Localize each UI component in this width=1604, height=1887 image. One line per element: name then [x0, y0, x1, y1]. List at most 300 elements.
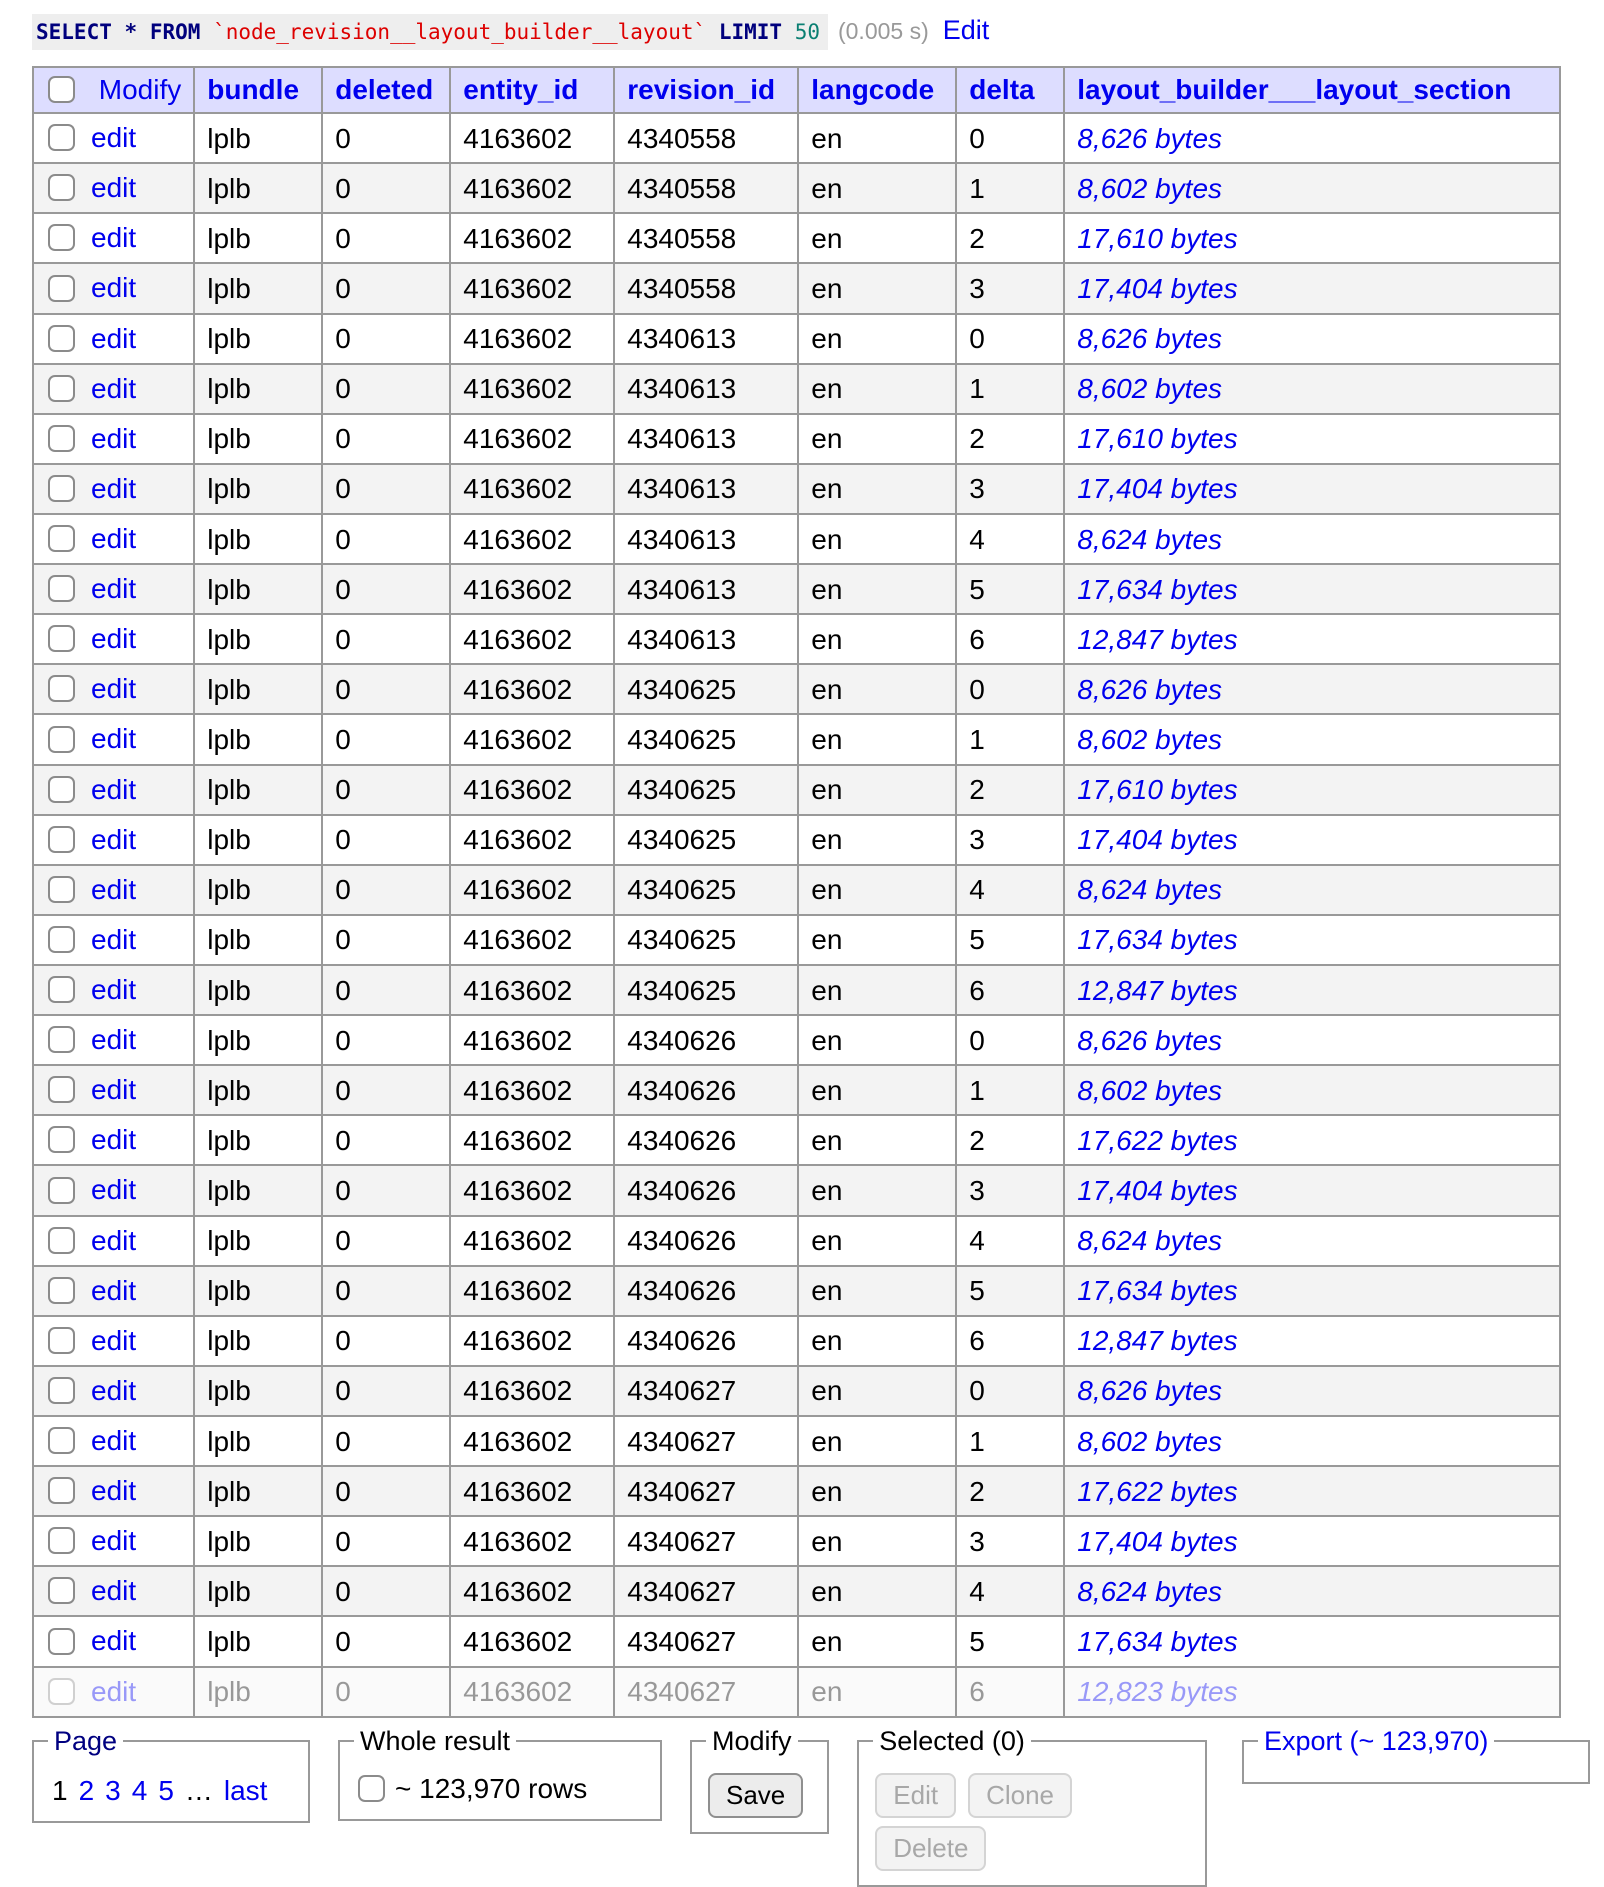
page-legend [48, 1726, 123, 1757]
column-sort-link-revision_id[interactable]: revision_id [627, 74, 776, 106]
row-checkbox[interactable] [48, 1277, 75, 1304]
row-edit-link[interactable]: edit [91, 773, 137, 805]
cell-revision_id: 4340625 [614, 714, 798, 764]
cell-revision_id: 4340613 [614, 464, 798, 514]
cell-revision_id: 4340627 [614, 1466, 798, 1516]
sql-query [32, 14, 828, 50]
blob-size-link[interactable]: 17,404 bytes [1077, 1174, 1238, 1206]
cell-bundle: lplb [194, 1667, 322, 1717]
row-checkbox[interactable] [48, 1026, 75, 1053]
cell-revision_id: 4340613 [614, 564, 798, 614]
row-edit-link[interactable]: edit [91, 723, 137, 755]
modify-cell [33, 1316, 194, 1366]
blob-size-link[interactable]: 8,624 bytes [1077, 874, 1223, 906]
blob-size-link[interactable]: 8,602 bytes [1077, 1074, 1223, 1106]
cell-langcode: en [798, 213, 956, 263]
cell-langcode: en [798, 464, 956, 514]
row-edit-link[interactable]: edit [91, 322, 137, 354]
cell-delta: 1 [956, 364, 1064, 414]
row-checkbox[interactable] [48, 124, 75, 151]
cell-deleted: 0 [322, 1216, 450, 1266]
cell-langcode: en [798, 1416, 956, 1466]
result-table [32, 66, 1561, 1718]
row-edit-link[interactable]: edit [91, 623, 137, 655]
cell-revision_id: 4340613 [614, 414, 798, 464]
cell-entity_id: 4163602 [450, 614, 614, 664]
cell-entity_id: 4163602 [450, 915, 614, 965]
row-edit-link[interactable]: edit [91, 122, 137, 154]
cell-deleted: 0 [322, 765, 450, 815]
cell-langcode: en [798, 1316, 956, 1366]
blob-size-link[interactable]: 17,404 bytes [1077, 1525, 1238, 1557]
row-edit-link[interactable]: edit [91, 1625, 137, 1657]
cell-layout-section [1064, 1015, 1560, 1065]
table-row [33, 865, 1560, 915]
column-sort-link-delta[interactable]: delta [969, 74, 1035, 106]
blob-size-link[interactable]: 12,847 bytes [1077, 974, 1238, 1006]
row-edit-link[interactable]: edit [91, 222, 137, 254]
cell-deleted: 0 [322, 113, 450, 163]
column-sort-link-langcode[interactable]: langcode [811, 74, 935, 106]
column-header-cell [798, 67, 956, 113]
cell-langcode: en [798, 1466, 956, 1516]
cell-bundle: lplb [194, 163, 322, 213]
row-edit-link[interactable]: edit [91, 1074, 137, 1106]
table-row [33, 1466, 1560, 1516]
cell-entity_id: 4163602 [450, 1165, 614, 1215]
cell-langcode: en [798, 1015, 956, 1065]
modify-cell [33, 364, 194, 414]
sql-keyword-select: SELECT [36, 20, 112, 44]
page-current: 1 [52, 1774, 68, 1806]
cell-delta: 0 [956, 664, 1064, 714]
cell-entity_id: 4163602 [450, 263, 614, 313]
cell-layout-section [1064, 1466, 1560, 1516]
blob-size-link[interactable]: 17,634 bytes [1077, 924, 1238, 956]
row-checkbox[interactable] [48, 1126, 75, 1153]
cell-layout-section [1064, 965, 1560, 1015]
row-checkbox[interactable] [48, 475, 75, 502]
whole-result-checkbox[interactable] [358, 1775, 385, 1802]
edit-selected-button[interactable]: Edit [875, 1773, 956, 1818]
row-edit-link[interactable]: edit [91, 522, 137, 554]
cell-bundle: lplb [194, 1466, 322, 1516]
table-row [33, 815, 1560, 865]
row-edit-link[interactable]: edit [91, 1374, 137, 1406]
row-checkbox[interactable] [48, 1527, 75, 1554]
cell-delta: 5 [956, 564, 1064, 614]
blob-size-link[interactable]: 8,624 bytes [1077, 1575, 1223, 1607]
cell-delta: 4 [956, 514, 1064, 564]
row-edit-link[interactable]: edit [91, 172, 137, 204]
cell-langcode: en [798, 314, 956, 364]
cell-delta: 5 [956, 915, 1064, 965]
cell-deleted: 0 [322, 714, 450, 764]
cell-bundle: lplb [194, 364, 322, 414]
cell-delta: 2 [956, 414, 1064, 464]
cell-revision_id: 4340626 [614, 1015, 798, 1065]
cell-deleted: 0 [322, 1616, 450, 1666]
row-edit-link[interactable]: edit [91, 1675, 137, 1707]
cell-layout-section [1064, 1165, 1560, 1215]
cell-bundle: lplb [194, 1165, 322, 1215]
cell-langcode: en [798, 1667, 956, 1717]
table-row [33, 765, 1560, 815]
export-link[interactable]: Export (~ 123,970) [1264, 1725, 1489, 1756]
row-edit-link[interactable]: edit [91, 472, 137, 504]
row-edit-link[interactable]: edit [91, 372, 137, 404]
cell-delta: 5 [956, 1616, 1064, 1666]
row-edit-link[interactable]: edit [91, 1024, 137, 1056]
table-row [33, 714, 1560, 764]
row-edit-link[interactable]: edit [91, 422, 137, 454]
cell-revision_id: 4340627 [614, 1516, 798, 1566]
cell-layout-section [1064, 1316, 1560, 1366]
cell-deleted: 0 [322, 263, 450, 313]
table-row [33, 414, 1560, 464]
clone-selected-button[interactable]: Clone [968, 1773, 1072, 1818]
row-checkbox[interactable] [48, 826, 75, 853]
cell-delta: 1 [956, 714, 1064, 764]
cell-langcode: en [798, 1115, 956, 1165]
blob-size-link[interactable]: 8,602 bytes [1077, 373, 1223, 405]
cell-layout-section [1064, 1416, 1560, 1466]
cell-bundle: lplb [194, 714, 322, 764]
cell-langcode: en [798, 965, 956, 1015]
page-link-5[interactable]: 5 [158, 1774, 174, 1806]
row-checkbox[interactable] [48, 1327, 75, 1354]
cell-deleted: 0 [322, 1115, 450, 1165]
cell-layout-section [1064, 915, 1560, 965]
blob-size-link[interactable]: 12,823 bytes [1077, 1676, 1238, 1708]
column-header-cell [1064, 67, 1560, 113]
page-link-4[interactable]: 4 [131, 1774, 148, 1806]
cell-bundle: lplb [194, 614, 322, 664]
modify-cell [33, 865, 194, 915]
table-row [33, 1015, 1560, 1065]
row-checkbox[interactable] [48, 1227, 75, 1254]
cell-deleted: 0 [322, 915, 450, 965]
modify-cell [33, 263, 194, 313]
cell-deleted: 0 [322, 464, 450, 514]
blob-size-link[interactable]: 8,602 bytes [1077, 1425, 1223, 1457]
row-edit-link[interactable]: edit [91, 823, 137, 855]
cell-langcode: en [798, 163, 956, 213]
cell-revision_id: 4340625 [614, 765, 798, 815]
cell-layout-section [1064, 364, 1560, 414]
table-row [33, 464, 1560, 514]
blob-size-link[interactable]: 17,404 bytes [1077, 473, 1238, 505]
row-edit-link[interactable]: edit [91, 673, 137, 705]
column-sort-link-entity_id[interactable]: entity_id [463, 74, 579, 106]
column-header-cell [322, 67, 450, 113]
delete-selected-button[interactable]: Delete [875, 1826, 986, 1871]
cell-langcode: en [798, 714, 956, 764]
selected-legend: Selected (0) [879, 1725, 1025, 1756]
cell-entity_id: 4163602 [450, 1015, 614, 1065]
page-ellipsis: … [184, 1774, 213, 1806]
cell-revision_id: 4340626 [614, 1266, 798, 1316]
modify-cell [33, 915, 194, 965]
cell-delta: 6 [956, 614, 1064, 664]
blob-size-link[interactable]: 17,404 bytes [1077, 824, 1238, 856]
cell-bundle: lplb [194, 213, 322, 263]
row-checkbox[interactable] [48, 976, 75, 1003]
cell-deleted: 0 [322, 965, 450, 1015]
cell-deleted: 0 [322, 614, 450, 664]
cell-deleted: 0 [322, 564, 450, 614]
cell-delta: 0 [956, 314, 1064, 364]
blob-size-link[interactable]: 8,626 bytes [1077, 323, 1223, 355]
cell-entity_id: 4163602 [450, 1216, 614, 1266]
cell-layout-section [1064, 1667, 1560, 1717]
row-checkbox[interactable] [48, 625, 75, 652]
select-all-checkbox[interactable] [48, 76, 75, 103]
cell-entity_id: 4163602 [450, 965, 614, 1015]
column-sort-link-bundle[interactable]: bundle [207, 74, 300, 106]
cell-bundle: lplb [194, 1566, 322, 1616]
cell-deleted: 0 [322, 1165, 450, 1215]
cell-revision_id: 4340627 [614, 1616, 798, 1666]
page-legend-link[interactable]: Page [54, 1725, 118, 1756]
row-checkbox[interactable] [48, 275, 75, 302]
save-button[interactable]: Save [708, 1773, 803, 1818]
cell-langcode: en [798, 564, 956, 614]
row-checkbox[interactable] [48, 776, 75, 803]
column-sort-link-deleted[interactable]: deleted [335, 74, 434, 106]
cell-revision_id: 4340558 [614, 213, 798, 263]
table-row [33, 1566, 1560, 1616]
cell-bundle: lplb [194, 514, 322, 564]
cell-revision_id: 4340613 [614, 364, 798, 414]
cell-entity_id: 4163602 [450, 464, 614, 514]
cell-delta: 1 [956, 1065, 1064, 1115]
blob-size-link[interactable]: 17,634 bytes [1077, 573, 1238, 605]
cell-delta: 3 [956, 815, 1064, 865]
cell-entity_id: 4163602 [450, 314, 614, 364]
column-header-cell [956, 67, 1064, 113]
blob-size-link[interactable]: 17,404 bytes [1077, 272, 1238, 304]
row-edit-link[interactable]: edit [91, 1525, 137, 1557]
row-checkbox[interactable] [48, 926, 75, 953]
footer-bar [32, 1726, 1590, 1887]
cell-layout-section [1064, 564, 1560, 614]
row-checkbox[interactable] [48, 675, 75, 702]
modify-fieldset [690, 1726, 829, 1834]
cell-layout-section [1064, 815, 1560, 865]
row-edit-link[interactable]: edit [91, 1475, 137, 1507]
blob-size-link[interactable]: 8,626 bytes [1077, 1375, 1223, 1407]
row-checkbox[interactable] [48, 325, 75, 352]
modify-header-cell [33, 67, 194, 113]
row-checkbox[interactable] [48, 1628, 75, 1655]
cell-layout-section [1064, 714, 1560, 764]
modify-cell [33, 514, 194, 564]
blob-size-link[interactable]: 17,610 bytes [1077, 423, 1238, 455]
row-checkbox[interactable] [48, 1427, 75, 1454]
blob-size-link[interactable]: 17,610 bytes [1077, 222, 1238, 254]
cell-entity_id: 4163602 [450, 163, 614, 213]
cell-deleted: 0 [322, 514, 450, 564]
row-edit-link[interactable]: edit [91, 1274, 137, 1306]
cell-layout-section [1064, 1115, 1560, 1165]
cell-revision_id: 4340625 [614, 865, 798, 915]
cell-deleted: 0 [322, 1015, 450, 1065]
blob-size-link[interactable]: 17,622 bytes [1077, 1475, 1238, 1507]
row-edit-link[interactable]: edit [91, 1324, 137, 1356]
cell-delta: 3 [956, 1516, 1064, 1566]
cell-langcode: en [798, 1216, 956, 1266]
page-link-2[interactable]: 2 [78, 1774, 95, 1806]
cell-layout-section [1064, 1516, 1560, 1566]
cell-deleted: 0 [322, 1516, 450, 1566]
table-row [33, 1316, 1560, 1366]
column-sort-link-layout_builder___layout_section[interactable]: layout_builder___layout_section [1077, 74, 1512, 106]
page-link-3[interactable]: 3 [105, 1774, 121, 1806]
cell-bundle: lplb [194, 1366, 322, 1416]
table-row [33, 213, 1560, 263]
row-checkbox[interactable] [48, 1377, 75, 1404]
sql-keyword-limit: LIMIT [718, 20, 783, 44]
modify-cell [33, 1065, 194, 1115]
cell-delta: 0 [956, 113, 1064, 163]
table-row [33, 965, 1560, 1015]
row-checkbox[interactable] [48, 425, 75, 452]
cell-delta: 3 [956, 1165, 1064, 1215]
blob-size-link[interactable]: 17,610 bytes [1077, 774, 1238, 806]
row-edit-link[interactable]: edit [91, 573, 137, 605]
cell-langcode: en [798, 1516, 956, 1566]
row-edit-link[interactable]: edit [91, 973, 137, 1005]
cell-deleted: 0 [322, 314, 450, 364]
table-row [33, 514, 1560, 564]
table-row [33, 1165, 1560, 1215]
sql-keyword-from: FROM [149, 20, 201, 44]
cell-revision_id: 4340625 [614, 815, 798, 865]
cell-langcode: en [798, 815, 956, 865]
cell-delta: 2 [956, 213, 1064, 263]
modify-cell [33, 564, 194, 614]
row-checkbox[interactable] [48, 224, 75, 251]
cell-revision_id: 4340558 [614, 263, 798, 313]
row-checkbox[interactable] [48, 525, 75, 552]
blob-size-link[interactable]: 12,847 bytes [1077, 1325, 1238, 1357]
row-checkbox[interactable] [48, 174, 75, 201]
row-edit-link[interactable]: edit [91, 1124, 137, 1156]
cell-delta: 2 [956, 1115, 1064, 1165]
blob-size-link[interactable]: 8,626 bytes [1077, 1024, 1223, 1056]
result-rows [33, 113, 1560, 1717]
modify-cell [33, 464, 194, 514]
row-checkbox[interactable] [48, 726, 75, 753]
cell-entity_id: 4163602 [450, 414, 614, 464]
row-checkbox[interactable] [48, 876, 75, 903]
row-checkbox[interactable] [48, 375, 75, 402]
row-edit-link[interactable]: edit [91, 1424, 137, 1456]
cell-revision_id: 4340627 [614, 1366, 798, 1416]
cell-deleted: 0 [322, 865, 450, 915]
blob-size-link[interactable]: 17,634 bytes [1077, 1275, 1238, 1307]
cell-deleted: 0 [322, 1316, 450, 1366]
blob-size-link[interactable]: 8,626 bytes [1077, 673, 1223, 705]
modify-cell [33, 163, 194, 213]
blob-size-link[interactable]: 8,626 bytes [1077, 122, 1223, 154]
modify-cell [33, 1115, 194, 1165]
table-row [33, 163, 1560, 213]
cell-layout-section [1064, 614, 1560, 664]
cell-langcode: en [798, 113, 956, 163]
cell-revision_id: 4340613 [614, 314, 798, 364]
row-edit-link[interactable]: edit [91, 1224, 137, 1256]
row-edit-link[interactable]: edit [91, 923, 137, 955]
cell-entity_id: 4163602 [450, 213, 614, 263]
cell-bundle: lplb [194, 464, 322, 514]
blob-size-link[interactable]: 12,847 bytes [1077, 623, 1238, 655]
table-row [33, 1516, 1560, 1566]
cell-deleted: 0 [322, 1667, 450, 1717]
row-edit-link[interactable]: edit [91, 272, 137, 304]
cell-delta: 4 [956, 1216, 1064, 1266]
blob-size-link[interactable]: 8,624 bytes [1077, 523, 1223, 555]
cell-entity_id: 4163602 [450, 564, 614, 614]
cell-bundle: lplb [194, 414, 322, 464]
query-edit-link[interactable]: Edit [942, 15, 990, 45]
row-checkbox[interactable] [48, 1177, 75, 1204]
modify-column-link[interactable]: Modify [98, 74, 182, 105]
modify-cell [33, 414, 194, 464]
blob-size-link[interactable]: 8,602 bytes [1077, 723, 1223, 755]
cell-layout-section [1064, 314, 1560, 364]
cell-langcode: en [798, 614, 956, 664]
row-edit-link[interactable]: edit [91, 1575, 137, 1607]
cell-bundle: lplb [194, 314, 322, 364]
cell-langcode: en [798, 364, 956, 414]
page-link-last[interactable]: last [223, 1774, 268, 1806]
blob-size-link[interactable]: 17,634 bytes [1077, 1625, 1238, 1657]
row-checkbox[interactable] [48, 1076, 75, 1103]
blob-size-link[interactable]: 17,622 bytes [1077, 1124, 1238, 1156]
cell-deleted: 0 [322, 1466, 450, 1516]
row-checkbox[interactable] [48, 1477, 75, 1504]
cell-langcode: en [798, 664, 956, 714]
blob-size-link[interactable]: 8,602 bytes [1077, 172, 1223, 204]
whole-result-fieldset [338, 1726, 662, 1821]
cell-layout-section [1064, 113, 1560, 163]
row-checkbox[interactable] [48, 575, 75, 602]
table-row [33, 113, 1560, 163]
cell-bundle: lplb [194, 1616, 322, 1666]
cell-delta: 6 [956, 965, 1064, 1015]
row-edit-link[interactable]: edit [91, 873, 137, 905]
modify-cell [33, 965, 194, 1015]
blob-size-link[interactable]: 8,624 bytes [1077, 1225, 1223, 1257]
table-row [33, 1416, 1560, 1466]
column-header-cell [450, 67, 614, 113]
modify-cell [33, 765, 194, 815]
cell-revision_id: 4340613 [614, 614, 798, 664]
cell-layout-section [1064, 213, 1560, 263]
row-edit-link[interactable]: edit [91, 1174, 137, 1206]
cell-revision_id: 4340625 [614, 965, 798, 1015]
cell-delta: 3 [956, 464, 1064, 514]
cell-delta: 1 [956, 1416, 1064, 1466]
row-checkbox[interactable] [48, 1678, 75, 1705]
table-row [33, 263, 1560, 313]
sql-table-name: `node_revision__layout_builder__layout` [213, 20, 707, 44]
modify-cell [33, 213, 194, 263]
row-checkbox[interactable] [48, 1577, 75, 1604]
cell-entity_id: 4163602 [450, 1566, 614, 1616]
